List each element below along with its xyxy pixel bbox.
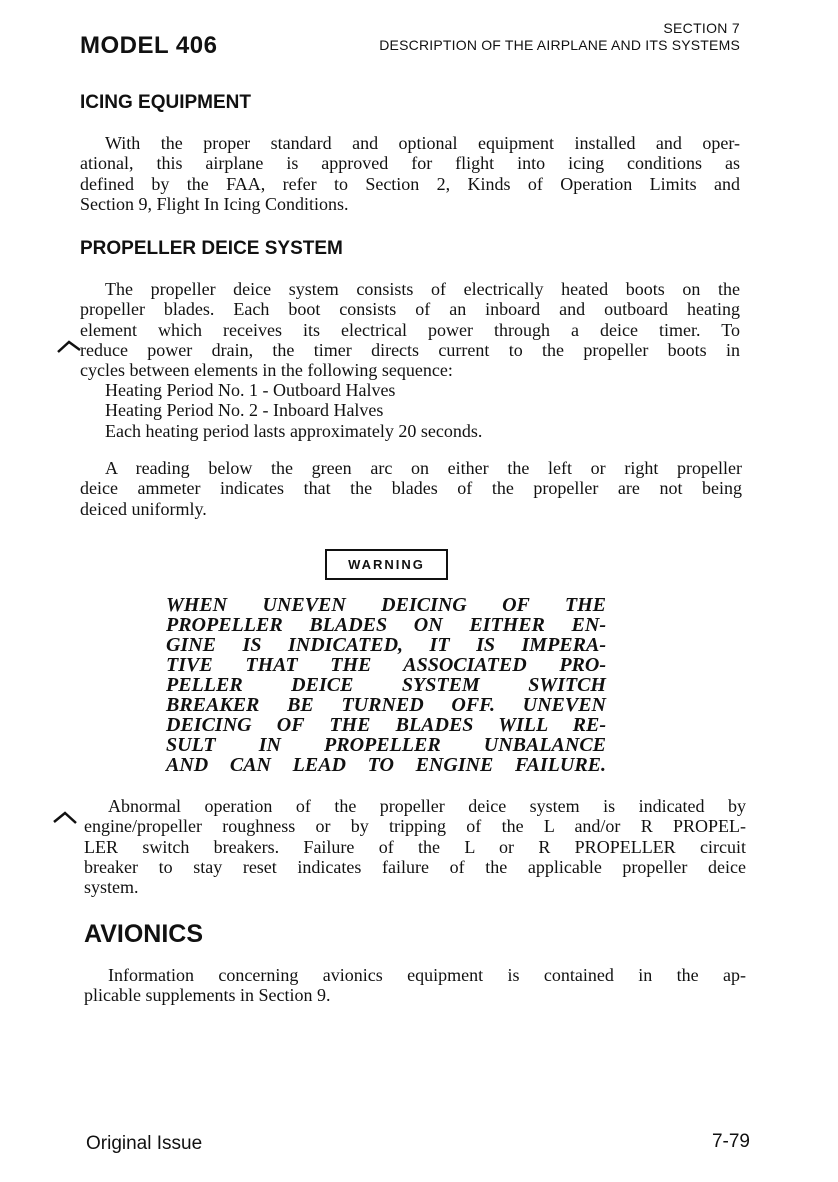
text-line: reduce power drain, the timer directs current to the propeller boots in <box>80 339 740 360</box>
sequence-item: Each heating period lasts approximately 20 seconds. <box>105 420 483 441</box>
text-line: ational, this airplane is approved for flight into icing conditions as <box>80 153 740 174</box>
text-line: system. <box>84 877 139 898</box>
avionics-heading: AVIONICS <box>84 920 203 948</box>
warning-line: DEICING OF THE BLADES WILL RE- <box>166 714 606 736</box>
warning-line: AND CAN LEAD TO ENGINE FAILURE. <box>166 754 606 776</box>
text-line: With the proper standard and optional equipment installed and oper- <box>105 133 740 153</box>
warning-line: SULT IN PROPELLER UNBALANCE <box>166 734 606 756</box>
text-line: defined by the FAA, refer to Section 2, Kinds of Operation Limits and <box>80 173 740 194</box>
page-number: 7-79 <box>711 1131 750 1152</box>
text-line: element which receives its electrical power through a deice timer. To <box>80 319 740 340</box>
icing-paragraph <box>80 133 740 214</box>
warning-text <box>166 595 606 775</box>
warning-line: GINE IS INDICATED, IT IS IMPERA- <box>166 634 606 656</box>
warning-line: PROPELLER BLADES ON EITHER EN- <box>166 614 606 636</box>
abnormal-operation-paragraph <box>84 796 746 897</box>
text-line: Section 9, Flight In Icing Conditions. <box>80 193 349 214</box>
propeller-deice-heading: PROPELLER DEICE SYSTEM <box>80 238 343 259</box>
warning-line: TIVE THAT THE ASSOCIATED PRO- <box>166 654 606 676</box>
warning-line: WHEN UNEVEN DEICING OF THE <box>166 594 606 616</box>
warning-line: PELLER DEICE SYSTEM SWITCH <box>166 674 606 696</box>
warning-line: BREAKER BE TURNED OFF. UNEVEN <box>166 694 606 716</box>
text-line: engine/propeller roughness or by tripping of the L and/or R PROPEL- <box>84 816 746 837</box>
heating-sequence <box>105 380 482 441</box>
text-line: Abnormal operation of the propeller deice system is indicated by <box>108 796 746 816</box>
text-line: The propeller deice system consists of electrically heated boots on the <box>105 279 740 299</box>
ammeter-paragraph <box>80 458 742 519</box>
text-line: Information concerning avionics equipment is contained in the ap- <box>108 965 746 985</box>
change-bar-caret-icon <box>57 339 81 353</box>
warning-label: WARNING <box>325 549 448 580</box>
text-line: A reading below the green arc on either the left or right propeller <box>105 458 742 478</box>
icing-equipment-heading: ICING EQUIPMENT <box>80 92 252 113</box>
text-line: cycles between elements in the following sequence: <box>80 360 453 381</box>
avionics-paragraph <box>84 965 746 1006</box>
section-number: SECTION 7 <box>663 20 740 36</box>
model-title: MODEL 406 <box>80 32 218 59</box>
text-line: deiced uniformly. <box>80 498 207 519</box>
text-line: deice ammeter indicates that the blades of the propeller are not being <box>80 478 742 499</box>
footer-issue: Original Issue <box>86 1133 203 1154</box>
text-line: breaker to stay reset indicates failure of the applicable propeller deice <box>84 856 746 877</box>
sequence-item: Heating Period No. 1 - Outboard Halves <box>105 380 396 400</box>
section-title: DESCRIPTION OF THE AIRPLANE AND ITS SYSTEMS <box>379 37 740 53</box>
text-line: LER switch breakers. Failure of the L or R PROPELLER circuit <box>84 836 746 857</box>
change-bar-caret-icon <box>53 811 77 825</box>
text-line: propeller blades. Each boot consists of an inboard and outboard heating <box>80 299 740 320</box>
propeller-paragraph <box>80 279 740 380</box>
text-line: plicable supplements in Section 9. <box>84 985 331 1006</box>
sequence-item: Heating Period No. 2 - Inboard Halves <box>105 400 384 421</box>
